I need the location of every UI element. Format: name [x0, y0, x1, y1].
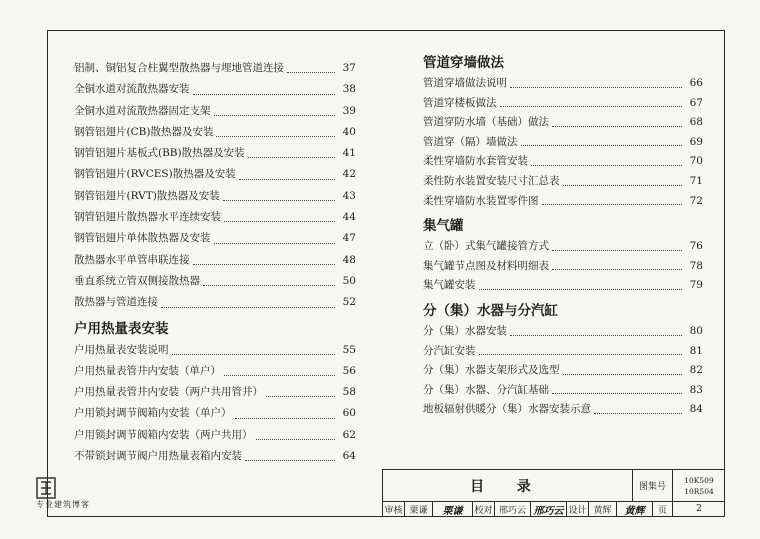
- toc-entry-title: 钢管铝翅片散热器水平连续安装: [74, 211, 221, 224]
- check-label: 校对: [474, 505, 493, 516]
- leader-dots: [172, 354, 336, 355]
- toc-entry-title: 钢管铝翅片(RVCES)散热器及安装: [74, 168, 236, 181]
- designer-signature: 黄辉: [624, 505, 645, 517]
- leader-dots: [203, 285, 335, 286]
- toc-entry[interactable]: [423, 322, 703, 342]
- page-number: 2: [696, 504, 702, 514]
- toc-entry-page: 66: [689, 77, 703, 89]
- leader-dots: [224, 221, 335, 222]
- toc-entry-title: 柔性穿墙防水套管安装: [423, 155, 528, 168]
- leader-dots: [245, 460, 335, 461]
- toc-entry-page: 68: [689, 116, 703, 129]
- toc-entry-title: 分（集）水器支架形式及选型: [423, 364, 560, 377]
- leader-dots: [552, 126, 682, 127]
- leader-dots: [510, 335, 682, 336]
- toc-entry-title: 垂直系统立管双侧接散热器: [74, 274, 200, 287]
- atlas-code-cell: [673, 470, 725, 501]
- toc-entry[interactable]: [423, 94, 703, 114]
- toc-entry[interactable]: [74, 143, 356, 164]
- toc-entry-page: 72: [689, 194, 703, 207]
- toc-entry[interactable]: [423, 237, 703, 257]
- toc-entry[interactable]: [74, 101, 356, 122]
- toc-entry[interactable]: [74, 79, 356, 100]
- toc-entry-page: 80: [689, 324, 703, 337]
- section-heading: 户用热量表安装: [74, 320, 169, 337]
- toc-entry[interactable]: [423, 400, 703, 420]
- toc-entry-page: 67: [689, 96, 703, 109]
- toc-entry-title: 全铜水道对流散热器固定支架: [74, 104, 211, 117]
- toc-entry-title: 分（集）水器、分汽缸基础: [423, 383, 549, 396]
- reviewer-signature-cell: [433, 501, 473, 517]
- title-block-sign-row: [383, 501, 725, 517]
- toc-entry-title: 分（集）水器安装: [423, 324, 507, 337]
- toc-entry-page: 76: [689, 240, 703, 253]
- toc-entry-title: 铝制、铜铝复合柱翼型散热器与埋地管道连接: [74, 62, 284, 74]
- page-label: 页: [657, 505, 667, 516]
- toc-entry[interactable]: [74, 271, 356, 292]
- reviewer-signature: 栗谦: [442, 505, 463, 517]
- toc-entry-title: 钢管铝翅片基板式(BB)散热器及安装: [74, 147, 245, 160]
- checker-name: 邢巧云: [498, 505, 526, 516]
- toc-entry[interactable]: [423, 172, 703, 192]
- atlas-code-1: 10K509: [684, 475, 714, 485]
- toc-entry[interactable]: [74, 186, 356, 207]
- leader-dots: [594, 413, 682, 414]
- toc-entry-title: 管道穿楼板做法: [423, 96, 497, 109]
- designer-name: 黄辉: [593, 505, 612, 516]
- toc-entry[interactable]: [423, 361, 703, 381]
- toc-entry-page: 37: [342, 62, 356, 74]
- toc-entry-title: 户用热量表安装说明: [74, 343, 169, 356]
- toc-entry-title: 钢管铝翅片(RVT)散热器及安装: [74, 189, 220, 202]
- toc-entry-page: 38: [342, 83, 356, 96]
- toc-entry-page: 84: [689, 403, 703, 416]
- toc-entry-page: 50: [342, 274, 356, 287]
- toc-entry[interactable]: [74, 403, 356, 424]
- toc-entry-page: 44: [342, 211, 356, 224]
- leader-dots: [552, 250, 682, 251]
- leader-dots: [479, 354, 683, 355]
- toc-entry[interactable]: [423, 381, 703, 401]
- designer-signature-cell: [617, 501, 653, 517]
- leader-dots: [193, 264, 336, 265]
- toc-entry-page: 70: [689, 155, 703, 168]
- leader-dots: [531, 165, 682, 166]
- watermark-logo: [8, 477, 103, 517]
- leader-dots: [552, 393, 682, 394]
- toc-entry-title: 地板辐射供暖分（集）水器安装示意: [423, 403, 591, 416]
- toc-left-column: [74, 58, 356, 467]
- toc-entry-title: 管道穿墙做法说明: [423, 77, 507, 89]
- toc-entry-page: 48: [342, 253, 356, 266]
- checker-signature-cell: [531, 501, 567, 517]
- toc-entry-page: 42: [342, 168, 356, 181]
- toc-entry-title: 散热器水平单管串联连接: [74, 253, 190, 266]
- toc-entry[interactable]: [74, 228, 356, 249]
- toc-entry[interactable]: [423, 113, 703, 133]
- reviewer-name: 栗谦: [409, 505, 428, 516]
- leader-dots: [563, 185, 683, 186]
- toc-entry-title: 管道穿防水墙（基础）做法: [423, 116, 549, 129]
- toc-entry[interactable]: [74, 207, 356, 228]
- checker-signature: 邢巧云: [533, 505, 564, 517]
- title-block-top-row: [383, 470, 725, 502]
- toc-entry[interactable]: [423, 133, 703, 153]
- document-title: 目 录: [470, 478, 545, 495]
- toc-entry-page: 56: [342, 364, 356, 377]
- toc-entry-title: 户用锁封调节阀箱内安装（两户共用）: [74, 428, 253, 441]
- toc-entry-page: 64: [342, 450, 356, 463]
- leader-dots: [256, 439, 336, 440]
- atlas-label-cell: [633, 470, 673, 501]
- reviewer-cell: [405, 501, 433, 517]
- toc-entry[interactable]: [74, 361, 356, 382]
- toc-entry[interactable]: [74, 122, 356, 143]
- leader-dots: [239, 179, 335, 180]
- toc-entry-title: 钢管铝翅片单体散热器及安装: [74, 232, 211, 245]
- toc-entry-page: 41: [342, 147, 356, 160]
- toc-entry-title: 户用热量表管井内安装（单户）: [74, 364, 221, 377]
- leader-dots: [248, 157, 335, 158]
- leader-dots: [521, 145, 683, 146]
- leader-dots: [542, 204, 683, 205]
- toc-entry-page: 78: [689, 259, 703, 272]
- leader-dots: [266, 396, 335, 397]
- toc-entry[interactable]: [74, 425, 356, 446]
- toc-entry-page: 81: [689, 344, 703, 357]
- checker-cell: [495, 501, 531, 517]
- toc-entry[interactable]: [74, 164, 356, 185]
- leader-dots: [193, 94, 336, 95]
- toc-entry-page: 69: [689, 135, 703, 148]
- leader-dots: [214, 243, 336, 244]
- leader-dots: [223, 200, 335, 201]
- toc-entry[interactable]: [423, 257, 703, 277]
- toc-entry-title: 柔性防水装置安装尺寸汇总表: [423, 174, 560, 187]
- toc-entry[interactable]: [423, 74, 703, 94]
- designer-cell: [589, 501, 617, 517]
- toc-entry-page: 58: [342, 386, 356, 399]
- toc-entry-page: 52: [342, 296, 356, 309]
- leader-dots: [216, 136, 335, 137]
- toc-entry-title: 管道穿（隔）墙做法: [423, 135, 518, 148]
- atlas-label: 图集号: [638, 482, 666, 492]
- design-label-cell: [567, 501, 589, 517]
- toc-entry[interactable]: [74, 382, 356, 403]
- toc-entry-title: 不带锁封调节阀户用热量表箱内安装: [74, 450, 242, 463]
- toc-entry-title: 集气罐安装: [423, 279, 476, 292]
- check-label-cell: [473, 501, 495, 517]
- leader-dots: [563, 374, 683, 375]
- leader-dots: [287, 72, 335, 73]
- toc-entry[interactable]: [74, 446, 356, 467]
- logo-text: 专业建筑博客: [36, 500, 90, 509]
- leader-dots: [479, 289, 683, 290]
- toc-entry[interactable]: [423, 276, 703, 296]
- toc-entry-page: 47: [342, 232, 356, 245]
- toc-entry-page: 39: [342, 104, 356, 117]
- section-heading: 分（集）水器与分汽缸: [423, 302, 558, 319]
- toc-entry-title: 户用热量表管井内安装（两户共用管井）: [74, 386, 263, 399]
- toc-entry-page: 71: [689, 174, 703, 187]
- document-title-cell: [383, 470, 633, 501]
- design-label: 设计: [568, 505, 587, 516]
- toc-entry-title: 集气罐节点图及材料明细表: [423, 259, 549, 272]
- toc-entry[interactable]: [74, 340, 356, 361]
- toc-entry[interactable]: [74, 58, 356, 79]
- leader-dots: [500, 106, 683, 107]
- toc-entry-page: 62: [342, 428, 356, 441]
- toc-right-column: [423, 52, 703, 420]
- toc-entry-page: 60: [342, 407, 356, 420]
- page-number-cell: [673, 501, 725, 517]
- atlas-code-2: 10R504: [684, 486, 714, 496]
- review-label-cell: [383, 501, 405, 517]
- toc-entry-page: 83: [689, 383, 703, 396]
- logo-seal-icon: [36, 477, 56, 499]
- toc-entry-page: 55: [342, 343, 356, 356]
- page-label-cell: [653, 501, 673, 517]
- title-block: [382, 469, 725, 517]
- leader-dots: [214, 115, 336, 116]
- review-label: 审核: [384, 505, 403, 516]
- leader-dots: [235, 418, 336, 419]
- toc-entry-page: 43: [342, 189, 356, 202]
- leader-dots: [161, 307, 335, 308]
- toc-entry[interactable]: [423, 192, 703, 212]
- leader-dots: [510, 87, 682, 88]
- toc-entry[interactable]: [423, 342, 703, 362]
- toc-entry-title: 全铜水道对流散热器安装: [74, 83, 190, 96]
- section-heading: 管道穿墙做法: [423, 55, 504, 71]
- leader-dots: [552, 269, 682, 270]
- toc-entry-title: 分汽缸安装: [423, 344, 476, 357]
- leader-dots: [224, 375, 335, 376]
- toc-entry-title: 散热器与管道连接: [74, 296, 158, 309]
- toc-entry-title: 户用锁封调节阀箱内安装（单户）: [74, 407, 232, 420]
- toc-entry-title: 钢管铝翅片(CB)散热器及安装: [74, 125, 214, 138]
- toc-entry[interactable]: [423, 152, 703, 172]
- toc-entry[interactable]: [74, 292, 356, 313]
- toc-entry-title: 立（卧）式集气罐接管方式: [423, 240, 549, 253]
- toc-entry-page: 79: [689, 279, 703, 292]
- toc-entry[interactable]: [74, 250, 356, 271]
- toc-entry-title: 柔性穿墙防水装置零件图: [423, 194, 539, 207]
- section-heading: 集气罐: [423, 218, 464, 235]
- toc-entry-page: 40: [342, 125, 356, 138]
- toc-entry-page: 82: [689, 364, 703, 377]
